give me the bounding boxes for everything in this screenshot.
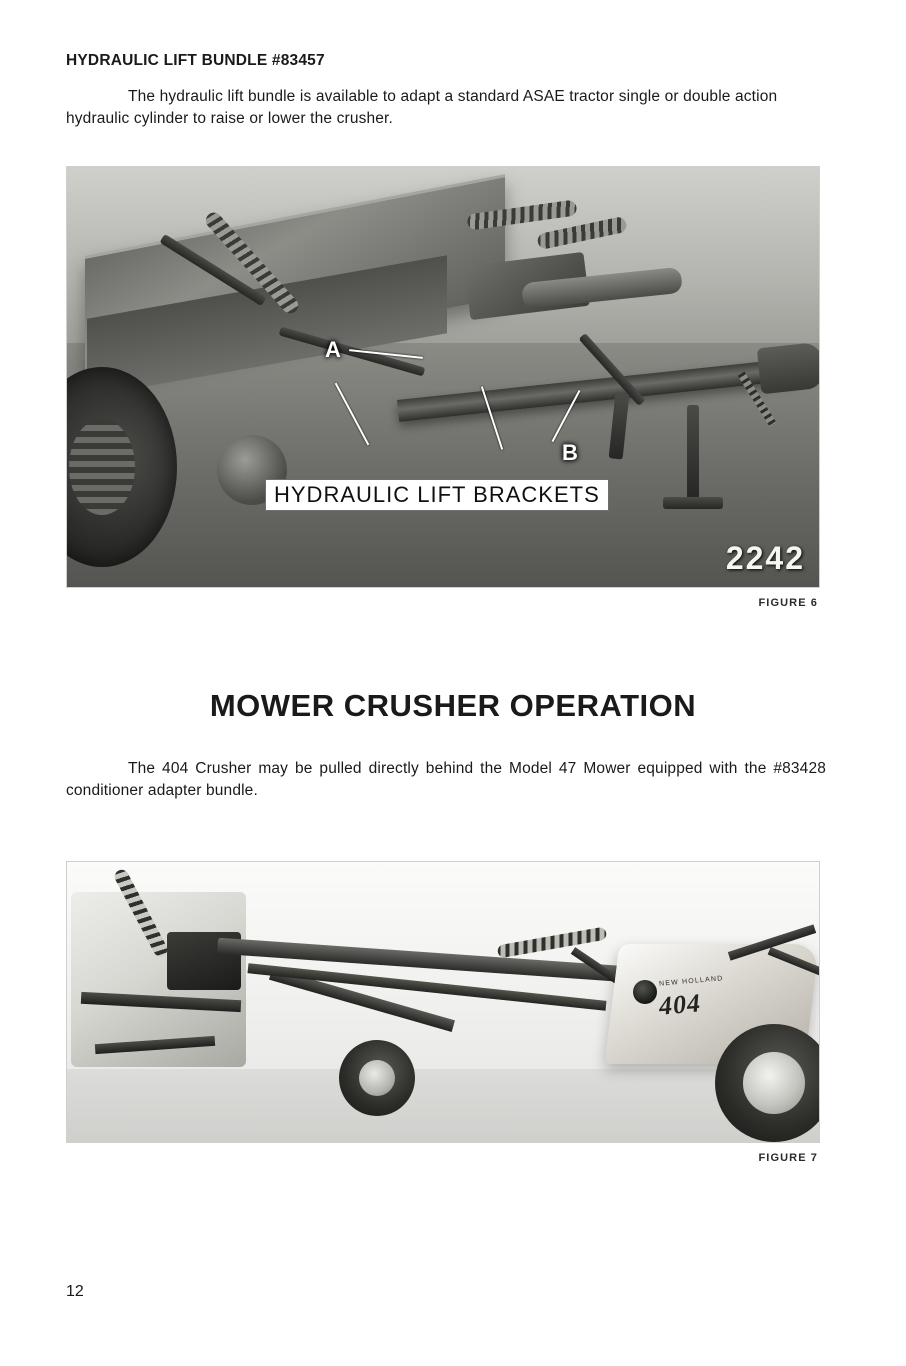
paragraph-hydraulic-lift	[66, 86, 826, 131]
caster-wheel	[339, 1040, 415, 1116]
model-number: 404	[657, 988, 703, 1021]
mower-lower-bar	[95, 1036, 215, 1054]
page-title: MOWER CRUSHER OPERATION	[209, 688, 697, 723]
photo-7-ground	[67, 1069, 819, 1142]
mower-assembly	[71, 892, 246, 1067]
brand-emblem	[633, 980, 657, 1004]
page-number: 12	[66, 1283, 84, 1300]
figure-7-caption: FIGURE 7	[758, 1152, 818, 1164]
jack-foot	[663, 497, 723, 509]
brand-name: NEW HOLLAND	[658, 975, 724, 988]
section-title: HYDRAULIC LIFT BUNDLE #83457	[66, 52, 325, 69]
jack-post	[687, 405, 699, 501]
figure-6-caption: FIGURE 6	[758, 597, 818, 609]
figure-6	[66, 166, 818, 609]
photo-number: 2242	[725, 540, 805, 576]
paragraph-2-text: The 404 Crusher may be pulled directly behind the Model 47 Mower equipped with the #83428 conditioner adapter bundle.	[66, 760, 826, 800]
paragraph-1-text: The hydraulic lift bundle is available to adapt a standard ASAE tractor single or double action hydraulic cylinder to raise or lower the crusher.	[66, 88, 778, 128]
callout-letter-a: A	[325, 337, 341, 362]
callout-letter-b: B	[562, 440, 578, 465]
hitch-clevis	[757, 342, 820, 394]
figure-7-photo	[66, 861, 820, 1143]
paragraph-mower-crusher	[66, 758, 826, 803]
mower-frame-bar	[81, 992, 241, 1012]
figure-7	[66, 861, 818, 1164]
photo-label-hydraulic-lift-brackets: HYDRAULIC LIFT BRACKETS	[265, 479, 609, 511]
figure-6-photo	[66, 166, 820, 588]
